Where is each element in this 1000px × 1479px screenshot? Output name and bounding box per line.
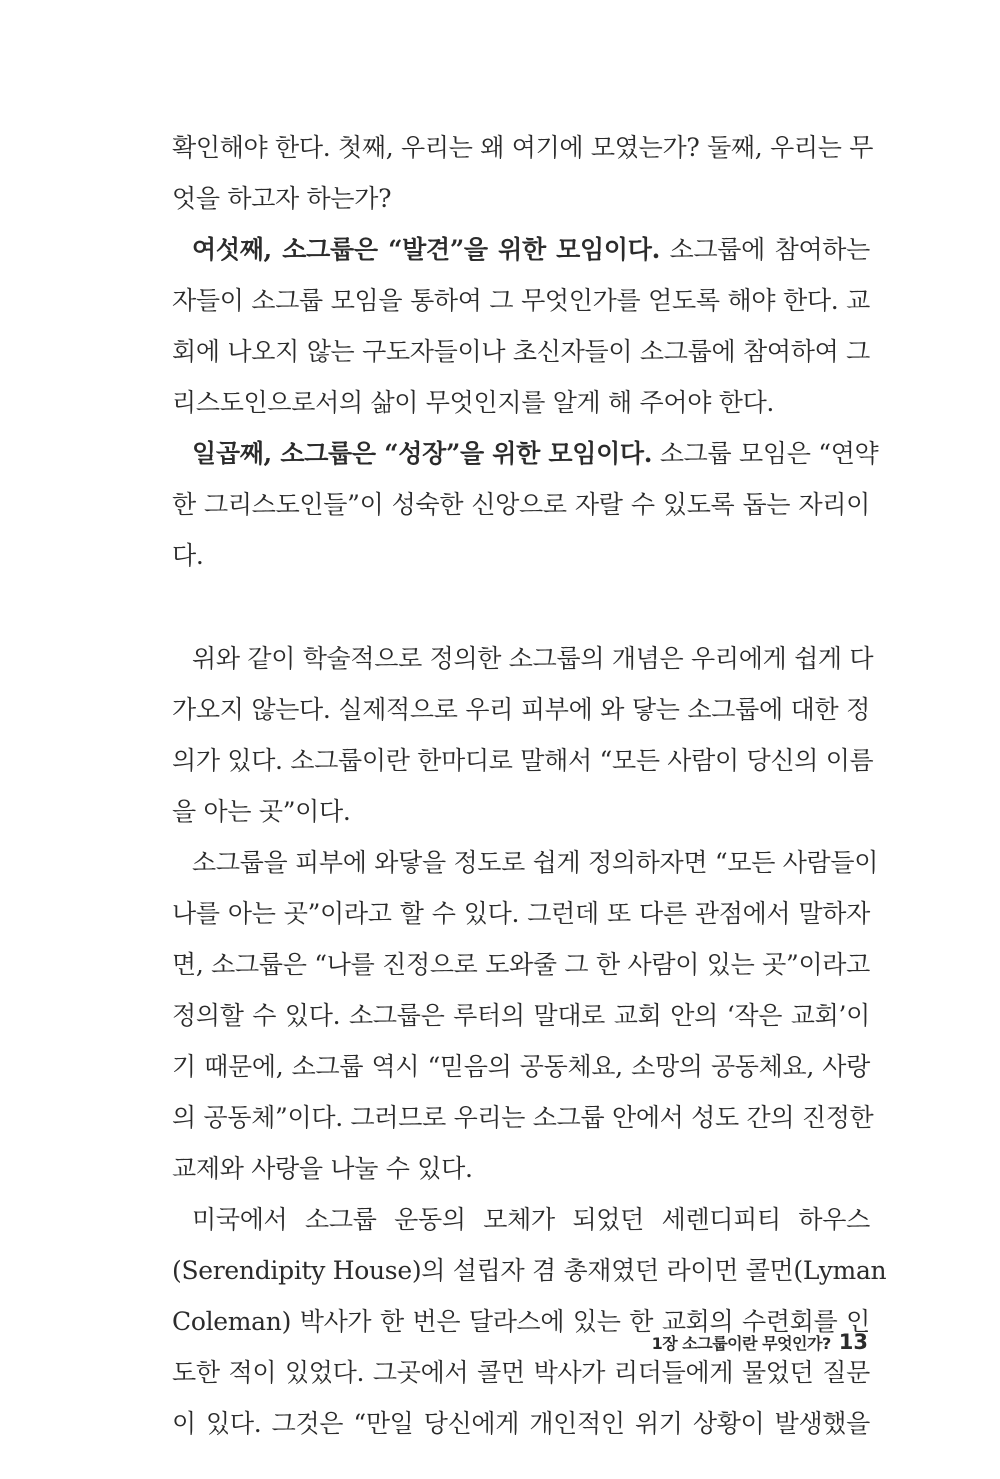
- text-line: [172, 224, 870, 275]
- text-line: 의가 있다. 소그룹이란 한마디로 말해서 “모든 사람이 당신의 이름: [172, 746, 874, 775]
- paragraph-2: [172, 224, 870, 428]
- body-text: [172, 122, 887, 1449]
- text-line: 자들이 소그룹 모임을 통하여 그 무엇인가를 얻도록 해야 한다. 교: [172, 286, 870, 315]
- text-line: 회에 나오지 않는 구도자들이나 초신자들이 소그룹에 참여하여 그: [172, 337, 870, 366]
- text-line: 가오지 않는다. 실제적으로 우리 피부에 와 닿는 소그룹에 대한 정: [172, 695, 870, 724]
- text-line: 미국에서 소그룹 운동의 모체가 되었던 세렌디피티 하우스: [192, 1205, 870, 1234]
- text-line: 나를 아는 곳”이라고 할 수 있다. 그런데 또 다른 관점에서 말하자: [172, 899, 870, 928]
- text-line: 리스도인으로서의 삶이 무엇인지를 알게 해 주어야 한다.: [172, 388, 775, 417]
- text-line: 면, 소그룹은 “나를 진정으로 도와줄 그 한 사람이 있는 곳”이라고: [172, 950, 870, 979]
- text-line: (Serendipity House)의 설립자 겸 총재였던 라이먼 콜먼(Lyman: [172, 1256, 887, 1285]
- text-fragment: 소그룹에 참여하는: [660, 235, 870, 264]
- text-line: 정의할 수 있다. 소그룹은 루터의 말대로 교회 안의 ‘작은 교회’이: [172, 1001, 870, 1030]
- paragraph-gap: [172, 581, 870, 633]
- text-line: 이 있다. 그것은 “만일 당신에게 개인적인 위기 상황이 발생했을: [172, 1409, 870, 1438]
- text-line: 엇을 하고자 하는가?: [172, 184, 392, 213]
- text-line: Coleman) 박사가 한 번은 달라스에 있는 한 교회의 수련회를 인: [172, 1307, 870, 1336]
- text-line: 의 공동체”이다. 그러므로 우리는 소그룹 안에서 성도 간의 진정한: [172, 1103, 874, 1132]
- paragraph-4: [172, 633, 874, 837]
- text-line: 기 때문에, 소그룹 역시 “믿음의 공동체요, 소망의 공동체요, 사랑: [172, 1052, 870, 1081]
- text-line: 을 아는 곳”이다.: [172, 797, 351, 826]
- text-fragment: 소그룹 모임은 “연약: [652, 439, 879, 468]
- paragraph-1: [172, 122, 874, 224]
- page-footer: [652, 1330, 868, 1354]
- section-heading-growth: 일곱째, 소그룹은 “성장”을 위한 모임이다.: [192, 439, 653, 468]
- text-line: 소그룹을 피부에 와닿을 정도로 쉽게 정의하자면 “모든 사람들이: [192, 848, 879, 877]
- paragraph-3: [172, 428, 879, 581]
- paragraph-5: [172, 837, 879, 1194]
- text-line: 도한 적이 있었다. 그곳에서 콜먼 박사가 리더들에게 물었던 질문: [172, 1358, 870, 1387]
- page-number: 13: [838, 1330, 868, 1354]
- text-line: 교제와 사랑을 나눌 수 있다.: [172, 1154, 473, 1183]
- running-chapter-title: 1장 소그룹이란 무엇인가?: [651, 1334, 831, 1353]
- paragraph-6: [172, 1194, 887, 1449]
- text-line: 확인해야 한다. 첫째, 우리는 왜 여기에 모였는가? 둘째, 우리는 무: [172, 133, 874, 162]
- text-line: 한 그리스도인들”이 성숙한 신앙으로 자랄 수 있도록 돕는 자리이: [172, 490, 870, 519]
- text-line: 위와 같이 학술적으로 정의한 소그룹의 개념은 우리에게 쉽게 다: [192, 644, 874, 673]
- section-heading-discovery: 여섯째, 소그룹은 “발견”을 위한 모임이다.: [192, 235, 660, 264]
- text-line: 다.: [172, 541, 204, 570]
- text-line: [172, 428, 879, 479]
